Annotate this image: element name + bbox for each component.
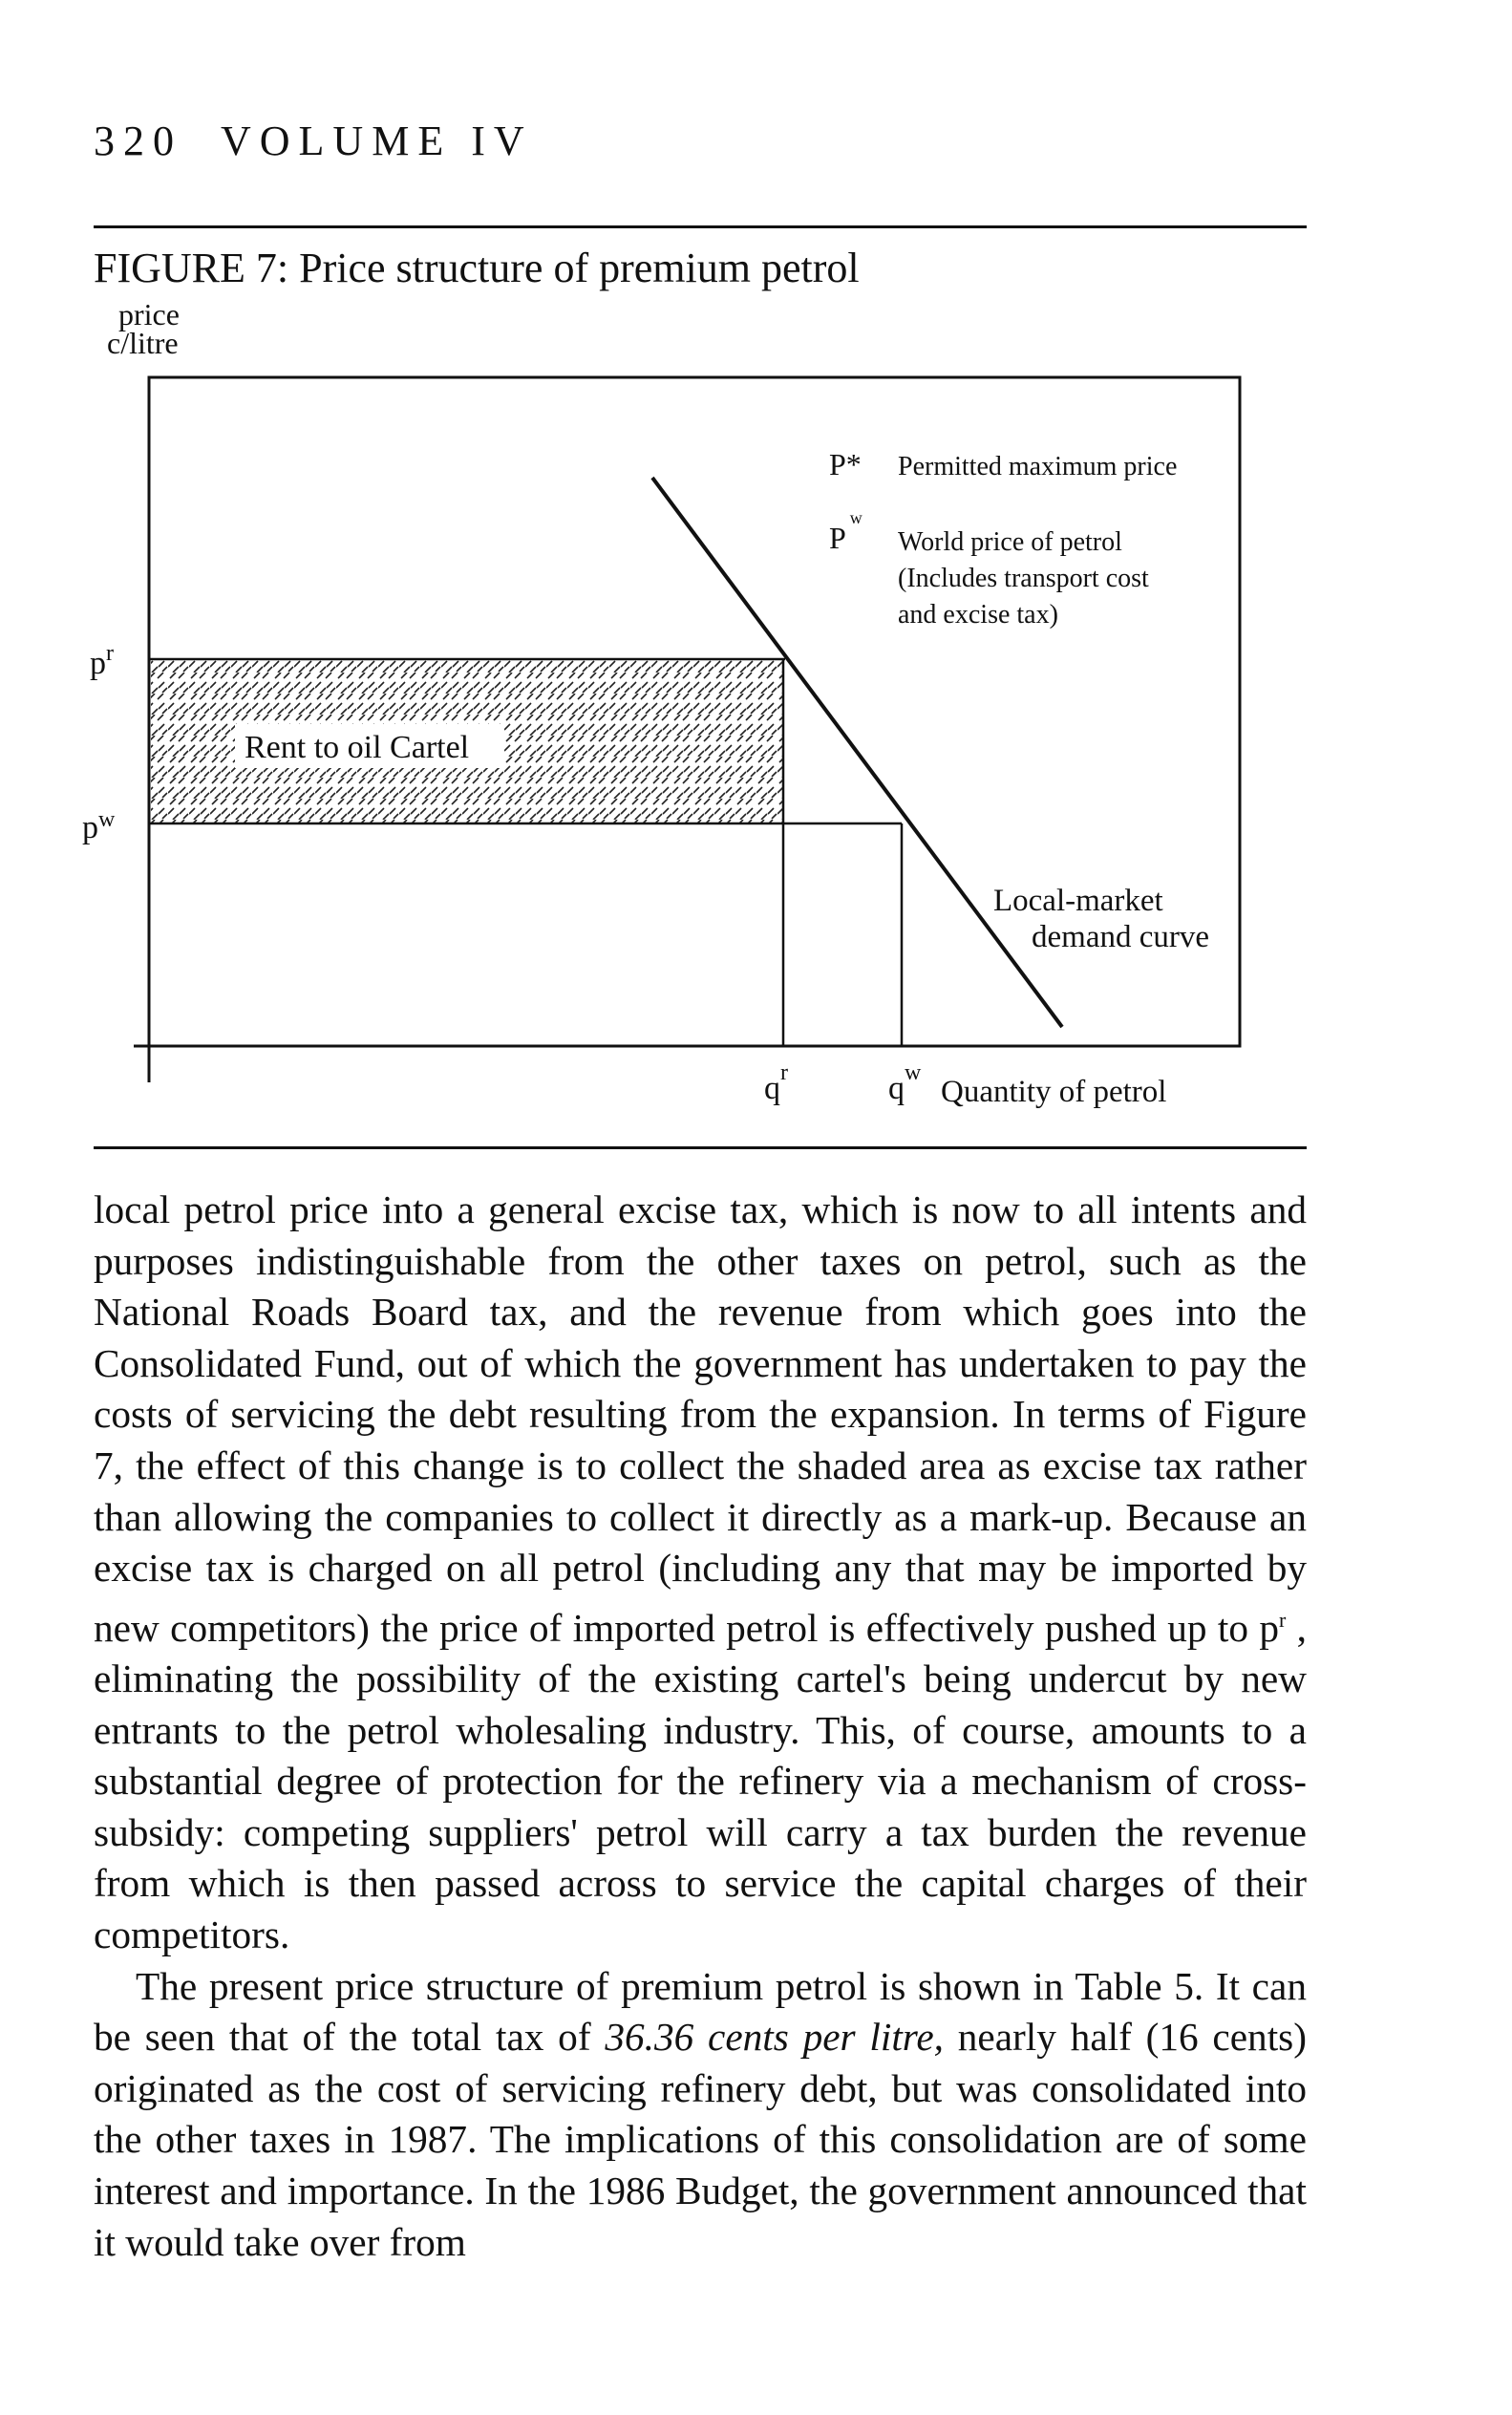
legend-text-world-price-note2: and excise tax) [898,600,1058,630]
paragraph-2: The present price structure of premium petrol is shown in Table 5. It can be seen that of the total tax of 36.36 cents per litre, nearly half (16 cents) originated as the cost of servicing refinery debt, but was consolidated into the other taxes in 1987. The implications of this consolidation are of some interest and importance. In the 1986 Budget, the government announced that it would take over from [94,1963,1308,2264]
legend-text-permitted-price: Permitted maximum price [898,452,1178,481]
legend-text-world-price: World price of petrol [898,527,1122,557]
running-title: VOLUME IV [221,118,533,164]
figure-caption: FIGURE 7: Price structure of premium petrol [94,245,860,291]
shaded-area-label: Rent to oil Cartel [245,730,470,765]
quantity-label-q-w: $q^w$ [888,1060,922,1106]
legend-symbol-p-w: $P^w$ [829,508,862,555]
page-number: 320 [94,118,182,164]
bottom-rule [94,1146,1307,1149]
legend-text-world-price-note1: (Includes transport cost [898,564,1149,593]
body-text [94,1185,1307,2268]
paragraph-1: local petrol price into a general excise tax, which is now to all intents and purposes indistinguishable from the other taxes on petrol, such as the National Roads Board tax, and the revenue from which goes into the Consolidated Fund, out of which the government has undertaken to pay the costs of servicing the debt resulting from the expansion. In terms of Figure 7, the effect of this change is to collect the shaded area as excise tax rather than allowing the companies to collect it directly as a mark-up. Because an excise tax is charged on all petrol (including any that may be imported by new competitors) the price of imported petrol is effectively pushed up to $p^r$ , eliminating the possibility of the existing cartel's being undercut by new entrants to the petrol wholesaling industry. This, of course, amounts to a substantial degree of protection for the refinery via a mechanism of cross-subsidy: competing suppliers' petrol will carry a tax burden the revenue from which is then passed across to service the capital charges of their competitors. [94,1187,1307,1957]
price-label-p-r: $p^r$ [90,641,114,681]
price-structure-figure [0,0,1512,1185]
y-axis-label-line2: c/litre [107,326,179,360]
x-axis-label: Quantity of petrol [941,1075,1167,1109]
curve-label-line2: demand curve [1032,920,1209,954]
legend-symbol-p-star: P* [829,447,862,481]
curve-label-line1: Local-market [993,884,1163,918]
price-label-p-w: $p^w$ [82,807,116,845]
quantity-label-q-r: $q^r$ [764,1060,788,1106]
y-axis-label-line1: price [118,297,180,331]
